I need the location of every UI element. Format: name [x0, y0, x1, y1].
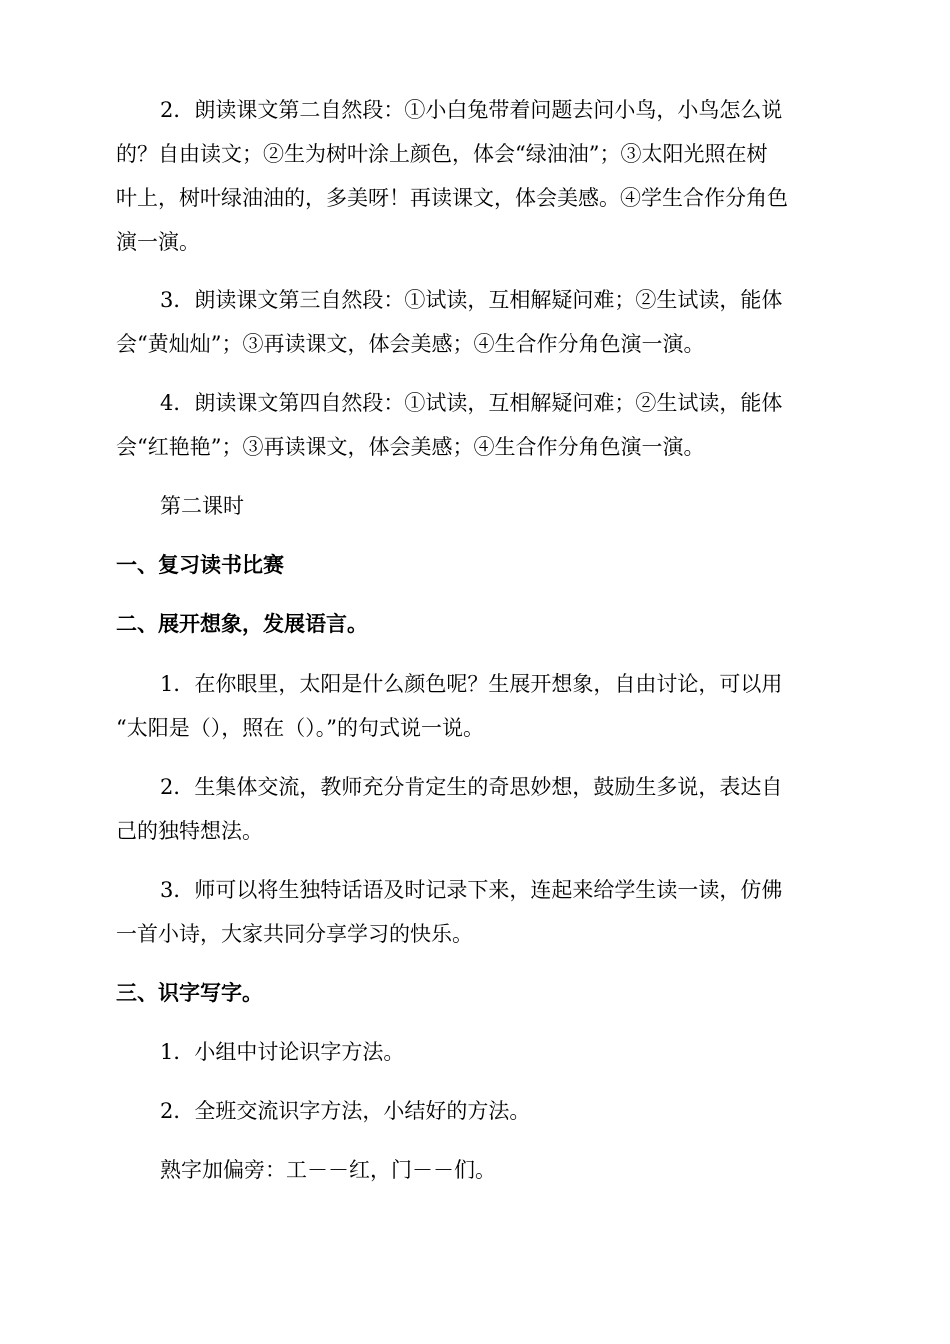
section-2-item-3-line-1: 3．师可以将生独特话语及时记录下来，连起来给学生读一读，仿佛 [160, 878, 783, 902]
section-3-item-2: 2．全班交流识字方法，小结好的方法。 [160, 1099, 531, 1123]
paragraph-2-line-1: 2．朗读课文第二自然段：①小白兔带着问题去问小鸟，小鸟怎么说 [160, 98, 783, 122]
paragraph-2-line-3: 叶上，树叶绿油油的，多美呀！再读课文，体会美感。④学生合作分角色 [116, 186, 788, 210]
paragraph-2-line-4: 演一演。 [116, 230, 200, 254]
section-2-item-2-line-1: 2．生集体交流，教师充分肯定生的奇思妙想，鼓励生多说，表达自 [160, 775, 783, 799]
section-2-item-2-line-2: 己的独特想法。 [116, 819, 263, 843]
section-heading-review: 一、复习读书比赛 [116, 552, 284, 577]
section-3-note: 熟字加偏旁：工－－红，门－－们。 [160, 1158, 496, 1182]
section-heading-imagination: 二、展开想象，发展语言。 [116, 611, 368, 636]
section-3-item-1: 1．小组中讨论识字方法。 [160, 1040, 405, 1064]
section-heading-literacy: 三、识字写字。 [116, 980, 263, 1005]
paragraph-2-line-2: 的？自由读文；②生为树叶涂上颜色，体会“绿油油”；③太阳光照在树 [116, 142, 768, 166]
section-2-item-3-line-2: 一首小诗，大家共同分享学习的快乐。 [116, 922, 473, 946]
paragraph-3-line-2: 会“黄灿灿”；③再读课文，体会美感；④生合作分角色演一演。 [116, 332, 705, 356]
section-2-item-1-line-2: “太阳是（），照在（）。”的句式说一说。 [116, 716, 484, 740]
paragraph-3-line-1: 3．朗读课文第三自然段：①试读，互相解疑问难；②生试读，能体 [160, 288, 783, 312]
section-2-item-1-line-1: 1．在你眼里，太阳是什么颜色呢？生展开想象，自由讨论，可以用 [160, 672, 783, 696]
lesson-2-label: 第二课时 [160, 494, 244, 518]
paragraph-4-line-1: 4．朗读课文第四自然段：①试读，互相解疑问难；②生试读，能体 [160, 391, 783, 415]
paragraph-4-line-2: 会“红艳艳”；③再读课文，体会美感；④生合作分角色演一演。 [116, 435, 705, 459]
